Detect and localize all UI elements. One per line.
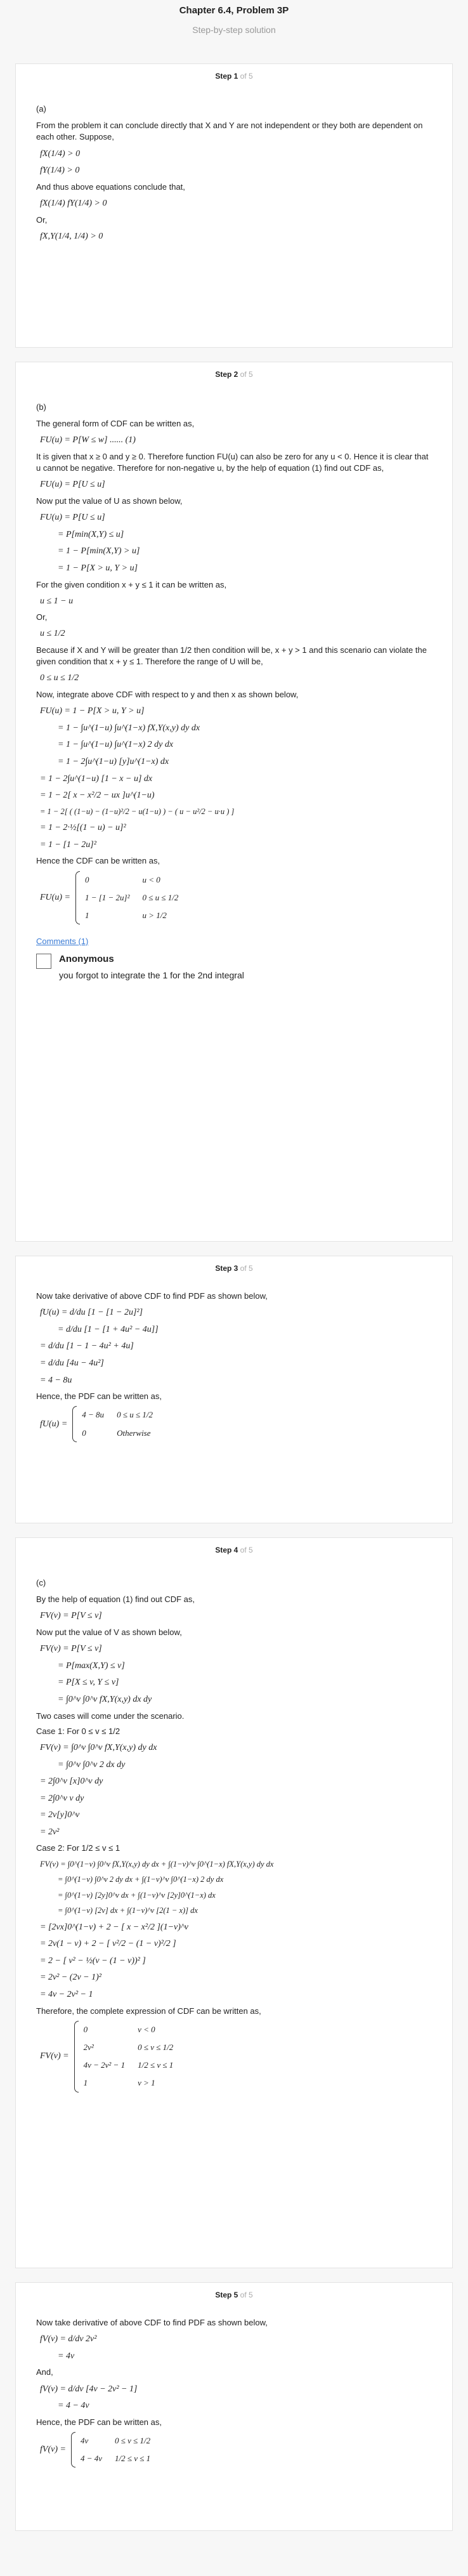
case-cond: 0 ≤ v ≤ 1/2 [114,2435,151,2445]
equation: FV(v) = P[V ≤ v] [40,1611,102,1621]
step-label: Step 1 [215,72,238,81]
case-row [84,907,190,924]
equation: FU(u) = P[U ≤ u] [40,480,105,490]
equation: = 2∫0^v [x]0^v dy [40,1777,103,1787]
equation: FU(u) = P[W ≤ w] ...... (1) [40,435,136,445]
step-label: Step 3 [215,1264,238,1273]
case-row [81,1406,164,1424]
step-of: of 5 [240,1546,253,1554]
case-row [84,871,190,889]
comments-link[interactable]: Comments (1) [36,936,89,947]
step-text: The general form of CDF can be written as, [36,419,195,429]
equation: FU(u) = P[U ≤ u] [40,513,105,523]
equation: = 2v² − (2v − 1)² [40,1973,101,1983]
case-row [82,2074,185,2092]
equation: fX(1/4) > 0 [40,148,81,159]
equation: = 1 − 2[ ( (1−u) − (1−u)²/2 − u(1−u) ) − ( u − u²/2 − u·u ) ] [40,806,235,816]
step-text: Or, [36,612,48,622]
piecewise-pdf [36,2432,434,2468]
case-expr: 1 − [1 − 2u]² [84,892,130,902]
equation: = ∫0^v ∫0^v 2 dx dy [58,1759,126,1770]
step-text: Now put the value of V as shown below, [36,1627,182,1637]
step-5-card [15,2282,453,2531]
equation: = 4 − 8u [40,1375,72,1385]
equation: fX(1/4) fY(1/4) > 0 [40,198,107,208]
step-text: And, [36,2367,53,2377]
equation: u ≤ 1 − u [40,596,74,606]
case-row [82,2056,185,2074]
header [15,0,453,63]
case-heading: Case 2: For 1/2 ≤ v ≤ 1 [36,1843,120,1853]
equation: fY(1/4) > 0 [40,166,80,176]
step-of: of 5 [240,72,253,81]
step-text: Now take derivative of above CDF to find PDF as shown below, [36,1291,268,1301]
equation: = d/du [1 − 1 − 4u² + 4u] [40,1341,134,1351]
step-text: Hence, the PDF can be written as, [36,2417,162,2427]
equation: FV(v) = ∫0^(1−v) ∫0^v fX,Y(x,y) dy dx + ∫(1−v)^v ∫0^(1−x) fX,Y(x,y) dy dx [40,1859,274,1869]
case-cond: 0 ≤ v ≤ 1/2 [138,2042,174,2052]
equation: = 2v² [40,1827,60,1837]
page-subtitle: Step-by-step solution [192,25,276,35]
comment-text: you forgot to integrate the 1 for the 2nd integral [59,970,244,981]
step-of: of 5 [240,370,253,379]
case-cond: 0 ≤ u ≤ 1/2 [117,1410,153,1420]
left-brace [75,871,80,925]
case-heading: Case 1: For 0 ≤ v ≤ 1/2 [36,1726,120,1736]
equation: = 1 − P[min(X,Y) > u] [58,546,140,556]
part-label: (a) [36,104,46,114]
step-of: of 5 [240,2290,253,2299]
avatar [36,954,51,969]
step-of: of 5 [240,1264,253,1273]
step-4-card [15,1537,453,2268]
piecewise-cdf [36,2021,434,2093]
equation: 0 ≤ u ≤ 1/2 [40,673,79,683]
equation: = 4v [58,2351,75,2361]
equation: = 2∫0^v v dy [40,1793,84,1803]
step-header [16,1538,452,1554]
step-label: Step 2 [215,370,238,379]
equation: = P[max(X,Y) ≤ v] [58,1660,125,1671]
step-3-card [15,1256,453,1523]
step-header [16,1256,452,1273]
case-row [84,889,190,907]
equation: = ∫0^v ∫0^v fX,Y(x,y) dx dy [58,1694,152,1704]
step-text: Now put the value of U as shown below, [36,496,183,506]
case-cond: 0 ≤ u ≤ 1/2 [142,892,179,902]
equation: = 1 − 2·½[(1 − u) − u]² [40,823,126,833]
equation: = d/du [4u − 4u²] [40,1358,104,1368]
step-text: Therefore, the complete expression of CDF can be written as, [36,2006,261,2016]
step-text: From the problem it can conclude directly that X and Y are not independent or they both are dependent on each other. Suppose, [36,121,423,142]
equation: FV(v) = ∫0^v ∫0^v fX,Y(x,y) dy dx [40,1742,157,1752]
case-expr: 0 [83,2024,88,2034]
step-text: Two cases will come under the scenario. [36,1711,185,1721]
case-cond: v < 0 [138,2024,155,2034]
case-cond: Otherwise [117,1428,151,1438]
case-row [79,2432,162,2450]
equation: = P[X ≤ v, Y ≤ v] [58,1678,119,1688]
step-label: Step 5 [215,2290,238,2299]
equation: fV(v) = d/dv 2v² [40,2334,97,2344]
equation: = 1 − P[X > u, Y > u] [58,563,138,573]
equation: = ∫0^(1−v) ∫0^v 2 dy dx + ∫(1−v)^v ∫0^(1−x) 2 dy dx [58,1875,224,1884]
step-header [16,362,452,379]
equation: = 4 − 4v [58,2401,89,2411]
step-text: It is given that x ≥ 0 and y ≥ 0. Therefore function FU(u) can also be zero for any u < 0. Hence it is clear that u cannot be negative. Therefore for non-negative u, by the help of equation (1) find out CDF as, [36,451,429,473]
equation: = d/du [1 − [1 + 4u² − 4u]] [58,1324,159,1334]
step-text: Hence the CDF can be written as, [36,856,160,866]
equation: FU(u) = 1 − P[X > u, Y > u] [40,706,145,716]
equation: = 1 − ∫u^(1−u) ∫u^(1−x) fX,Y(x,y) dy dx [58,723,200,733]
equation: fX,Y(1/4, 1/4) > 0 [40,231,103,241]
comment [36,952,434,982]
case-expr: 2v² [83,2042,94,2052]
case-expr: 4 − 8u [82,1410,105,1420]
equation: fU(u) = d/du [1 − [1 − 2u]²] [40,1308,143,1318]
piecewise-cdf [36,871,434,925]
case-expr: 4v − 2v² − 1 [83,2060,126,2070]
case-cond: 1/2 ≤ v ≤ 1 [138,2060,174,2070]
equation: = ∫0^(1−v) [2v] dx + ∫(1−v)^v [2(1 − x)] dx [58,1906,198,1916]
equation: FV(v) = P[V ≤ v] [40,1644,102,1654]
case-cond: v > 1 [138,2078,155,2088]
case-expr: 1 [84,910,89,921]
equation: = 1 − [1 − 2u]² [40,839,96,850]
equation: = ∫0^(1−v) [2y]0^v dx + ∫(1−v)^v [2y]0^(1−x) dx [58,1890,216,1900]
piecewise-lhs: fV(v) = [40,2445,66,2455]
step-text: Or, [36,214,48,225]
equation: = 1 − ∫u^(1−u) ∫u^(1−x) 2 dy dx [58,740,174,750]
step-2-card [15,362,453,1242]
step-text: By the help of equation (1) find out CDF as, [36,1594,195,1605]
piecewise-pdf [36,1406,434,1442]
equation: = 1 − 2[ x − x²/2 − ux ]u^(1−u) [40,791,155,801]
equation: = 1 − 2∫u^(1−u) [y]u^(1−x) dx [58,757,169,766]
equation: = 2 − [ v² − ½(v − (1 − v))² ] [40,1955,146,1966]
case-cond: u < 0 [142,874,160,884]
left-brace [72,1406,77,1442]
equation: = 2v[y]0^v [40,1810,80,1820]
equation: fV(v) = d/dv [4v − 2v² − 1] [40,2384,138,2394]
step-header [16,2283,452,2299]
step-label: Step 4 [215,1546,238,1554]
equation: u ≤ 1/2 [40,629,65,639]
case-row [79,2450,162,2468]
case-row [82,2021,185,2039]
case-expr: 0 [84,874,89,884]
step-1-card [15,63,453,348]
equation: = P[min(X,Y) ≤ u] [58,529,124,539]
step-text: And thus above equations conclude that, [36,181,185,192]
left-brace [74,2021,79,2093]
equation: = 1 − 2∫u^(1−u) [1 − x − u] dx [40,773,153,784]
step-text: Now take derivative of above CDF to find PDF as shown below, [36,2318,268,2327]
step-text: Because if X and Y will be greater than 1/2 then condition will be, x + y > 1 and this scenario can violate the given condition that x + y ≤ 1. Therefore the range of U will be, [36,645,427,667]
step-header [16,64,452,81]
case-expr: 4v [80,2435,89,2445]
equation: = 4v − 2v² − 1 [40,1990,93,2000]
comment-author: Anonymous [59,954,114,965]
piecewise-lhs: FU(u) = [40,893,70,903]
part-label: (b) [36,402,46,412]
case-row [82,2039,185,2056]
case-expr: 4 − 4v [80,2454,102,2464]
case-expr: 1 [83,2078,88,2088]
solution-page [15,0,453,2531]
case-expr: 0 [82,1428,86,1438]
step-text: Hence, the PDF can be written as, [36,1391,162,1402]
left-brace [71,2432,75,2468]
case-cond: u > 1/2 [142,910,167,921]
case-cond: 1/2 ≤ v ≤ 1 [114,2454,151,2464]
page-title: Chapter 6.4, Problem 3P [179,5,289,16]
step-text: Now, integrate above CDF with respect to y and then x as shown below, [36,690,299,700]
case-row [81,1424,164,1442]
piecewise-lhs: FV(v) = [40,2051,69,2061]
equation: = [2vx]0^(1−v) + 2 − [ x − x²/2 ](1−v)^v [40,1922,189,1932]
equation: = 2v(1 − v) + 2 − [ v²/2 − (1 − v)²/2 ] [40,1939,176,1949]
part-label: (c) [36,1578,46,1587]
piecewise-lhs: fU(u) = [40,1419,68,1429]
step-text: For the given condition x + y ≤ 1 it can be written as, [36,579,227,589]
